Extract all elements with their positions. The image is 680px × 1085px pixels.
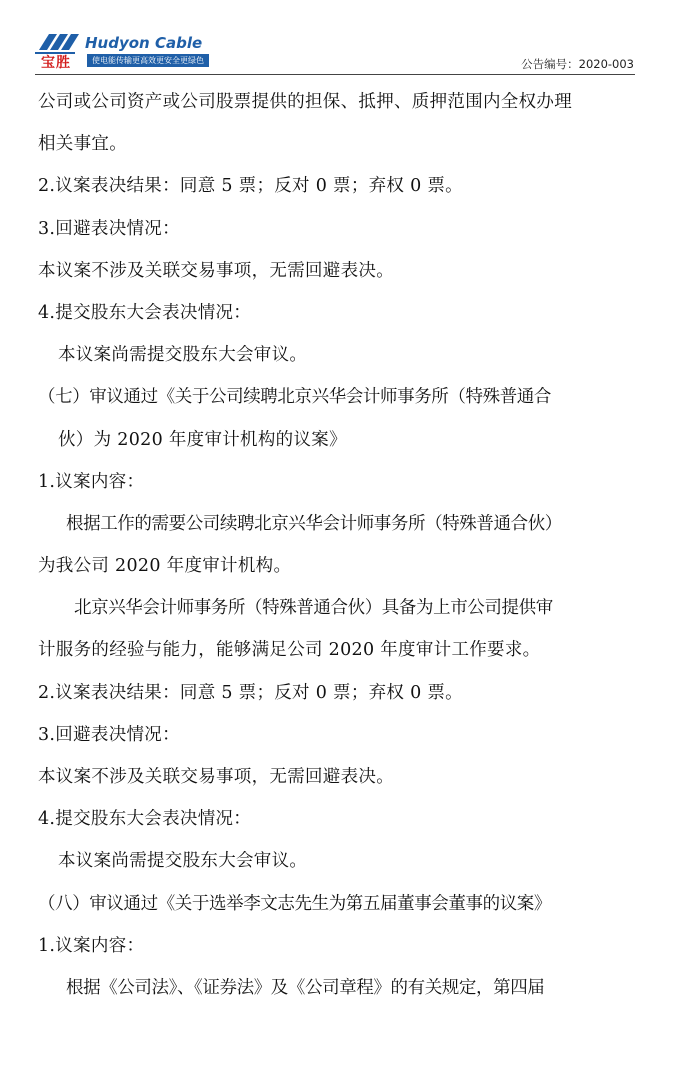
section-heading: （七）审议通过《关于公司续聘北京兴华会计师事务所（特殊普通合: [38, 387, 551, 408]
body-line: 本议案不涉及关联交易事项，无需回避表决。: [38, 767, 394, 787]
logo-tagline: 使电能传输更高效更安全更绿色: [87, 54, 209, 67]
logo-english-name: Hudyon Cable: [85, 34, 203, 52]
body-line: 北京兴华会计师事务所（特殊普通合伙）具备为上市公司提供审: [74, 598, 553, 619]
body-line: 计服务的经验与能力，能够满足公司 2020 年度审计工作要求。: [38, 640, 541, 661]
body-line: 4.提交股东大会表决情况：: [38, 809, 252, 830]
body-line: 1.议案内容：: [38, 935, 145, 956]
section-heading-continued: 伙）为 2020 年度审计机构的议案》: [58, 429, 347, 450]
body-line: 根据《公司法》、《证券法》及《公司章程》的有关规定，第四届: [66, 977, 545, 998]
company-logo: [35, 28, 205, 72]
page-header: [0, 0, 680, 80]
body-line: 3.回避表决情况：: [38, 218, 180, 239]
body-line: 本议案尚需提交股东大会审议。: [58, 345, 308, 366]
body-line: 本议案不涉及关联交易事项，无需回避表决。: [38, 260, 394, 281]
body-line: 2.议案表决结果：同意 5 票；反对 0 票；弃权 0 票。: [38, 176, 463, 197]
body-line: 相关事宜。: [38, 134, 127, 155]
header-divider: [35, 74, 635, 75]
body-line: 本议案尚需提交股东大会审议。: [58, 851, 308, 872]
body-line: 3.回避表决情况：: [38, 724, 180, 745]
body-line: 根据工作的需要公司续聘北京兴华会计师事务所（特殊普通合伙）: [66, 513, 562, 534]
body-line: 1.议案内容：: [38, 471, 145, 492]
body-line: 为我公司 2020 年度审计机构。: [38, 556, 292, 577]
document-body: [38, 81, 640, 1009]
logo-chinese-name: 宝胜: [41, 55, 71, 71]
body-line: 公司或公司资产或公司股票提供的担保、抵押、质押范围内全权办理: [38, 92, 572, 112]
body-line: 4.提交股东大会表决情况：: [38, 302, 252, 323]
body-line: 2.议案表决结果：同意 5 票；反对 0 票；弃权 0 票。: [38, 682, 463, 703]
section-heading: （八）审议通过《关于选举李文志先生为第五届董事会董事的议案》: [38, 893, 551, 914]
announcement-number: 公告编号：2020-003: [521, 57, 634, 71]
